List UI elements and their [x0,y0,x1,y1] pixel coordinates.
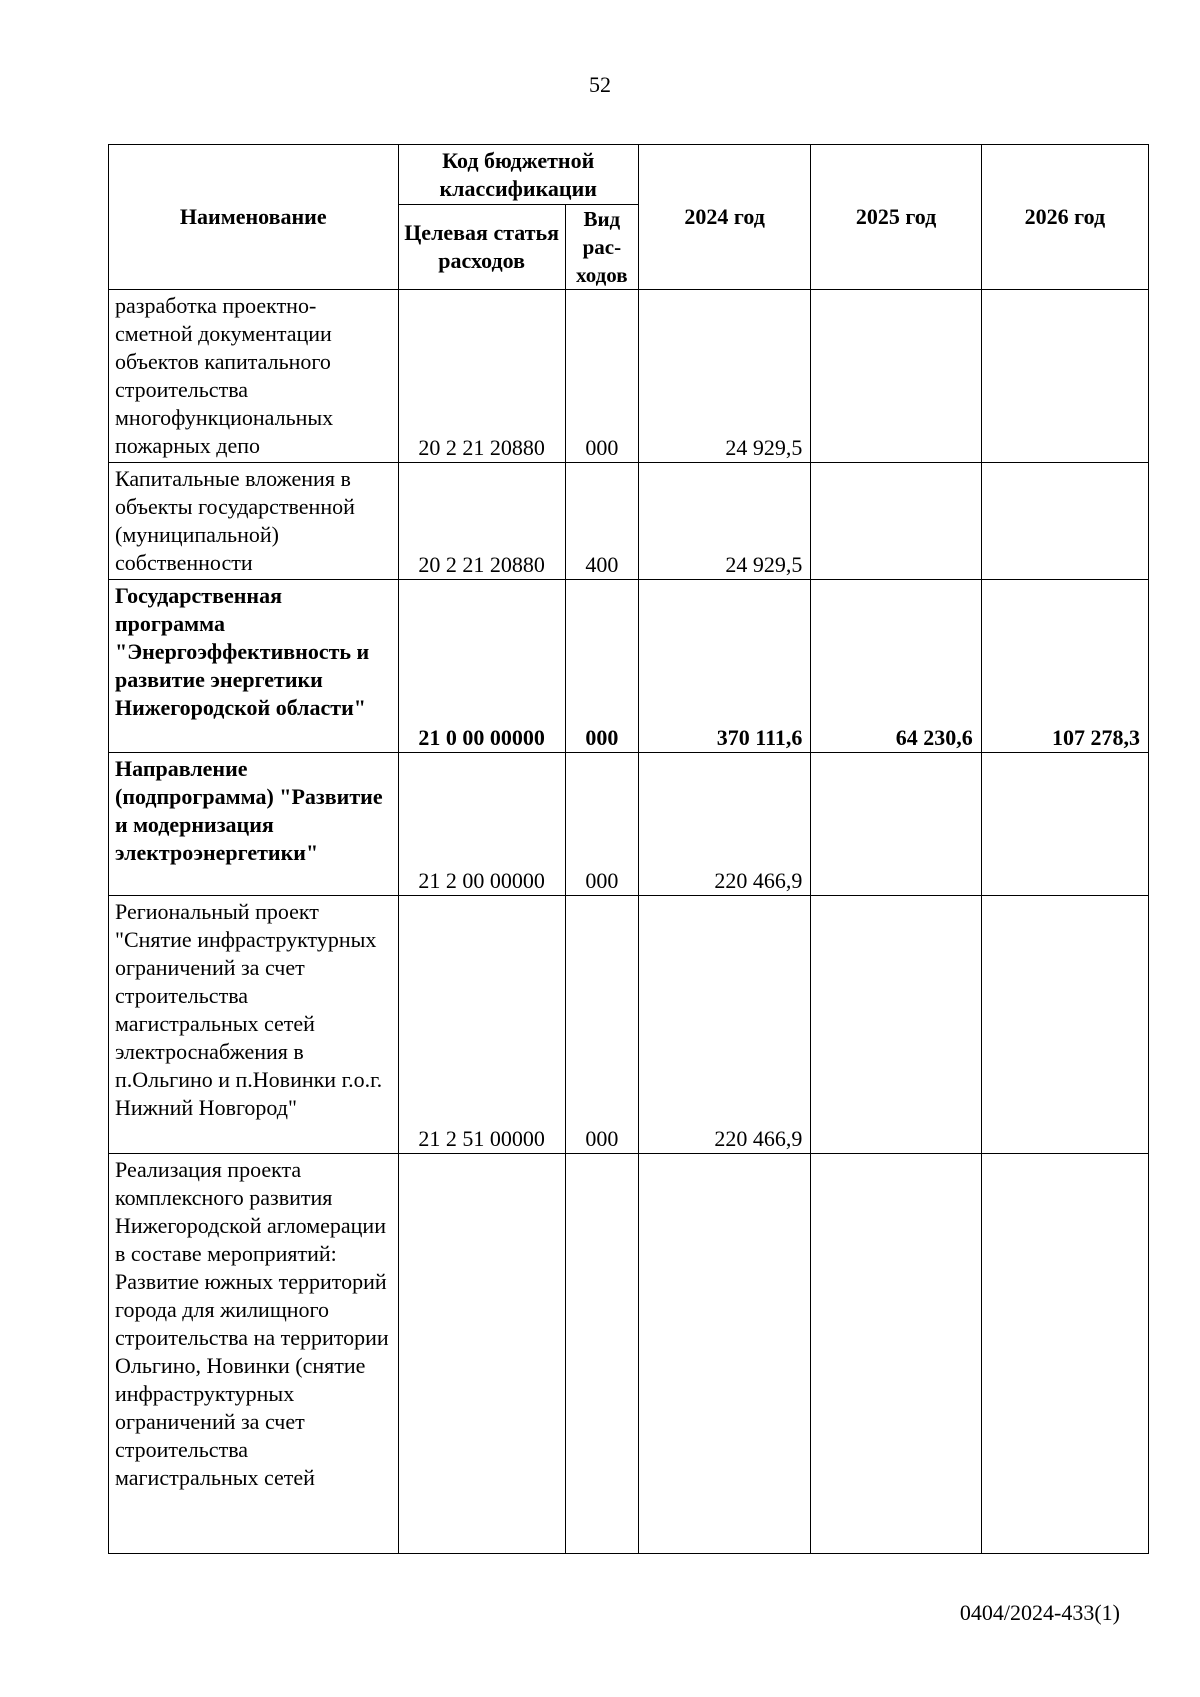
row-type: 000 [565,290,638,463]
document-code: 0404/2024-433(1) [959,1600,1120,1625]
header-2024: 2024 год [638,145,810,290]
header-2025: 2025 год [811,145,981,290]
table-row [109,463,1149,580]
row-2025 [811,1154,981,1554]
header-target-article: Целевая статья расходов [398,205,565,290]
row-2026 [981,290,1148,463]
row-2026 [981,896,1148,1154]
table-row [109,896,1149,1154]
row-2026 [981,463,1148,580]
row-type: 000 [565,753,638,896]
header-2026: 2026 год [981,145,1148,290]
row-code [398,1154,565,1554]
table-row [109,580,1149,753]
row-code: 20 2 21 20880 [398,463,565,580]
row-2024: 220 466,9 [638,896,810,1154]
row-2024 [638,1154,810,1554]
row-name: Реализация проекта комплексного развития Нижегородской агломерации в составе мероприятий: Развитие южных территорий города для жилищного строительства на территории Ольгино, Новинки (снятие инфраструктурных ограничений за счет строительства магистральных сетей [109,1154,399,1554]
row-code: 21 2 00 00000 [398,753,565,896]
row-2025 [811,896,981,1154]
row-code: 21 2 51 00000 [398,896,565,1154]
header-name: Наименование [109,145,399,290]
row-2026: 107 278,3 [981,580,1148,753]
row-2024: 220 466,9 [638,753,810,896]
header-budget-code: Код бюджетной классификации [398,145,638,205]
row-2025: 64 230,6 [811,580,981,753]
row-name: Капитальные вложения в объекты государственной (муниципальной) собственности [109,463,399,580]
row-type: 000 [565,896,638,1154]
table-row [109,290,1149,463]
row-2024: 24 929,5 [638,290,810,463]
row-2026 [981,1154,1148,1554]
row-type [565,1154,638,1554]
table-row [109,753,1149,896]
row-2025 [811,463,981,580]
row-name: Направление (подпрограмма) "Развитие и модернизация электроэнергетики" [109,753,399,896]
row-name: Региональный проект "Снятие инфраструктурных ограничений за счет строительства магистральных сетей электроснабжения в п.Ольгино и п.Новинки г.о.г. Нижний Новгород" [109,896,399,1154]
row-2025 [811,753,981,896]
row-2024: 24 929,5 [638,463,810,580]
page-number: 52 [589,72,611,97]
budget-table [108,144,1149,1554]
header-expense-type: Вид рас-ходов [565,205,638,290]
row-code: 21 0 00 00000 [398,580,565,753]
row-2024: 370 111,6 [638,580,810,753]
row-code: 20 2 21 20880 [398,290,565,463]
row-2026 [981,753,1148,896]
row-2025 [811,290,981,463]
table-row [109,1154,1149,1554]
row-name: Государственная программа "Энергоэффективность и развитие энергетики Нижегородской области" [109,580,399,753]
row-type: 400 [565,463,638,580]
row-type: 000 [565,580,638,753]
row-name: разработка проектно-сметной документации объектов капитального строительства многофункциональных пожарных депо [109,290,399,463]
